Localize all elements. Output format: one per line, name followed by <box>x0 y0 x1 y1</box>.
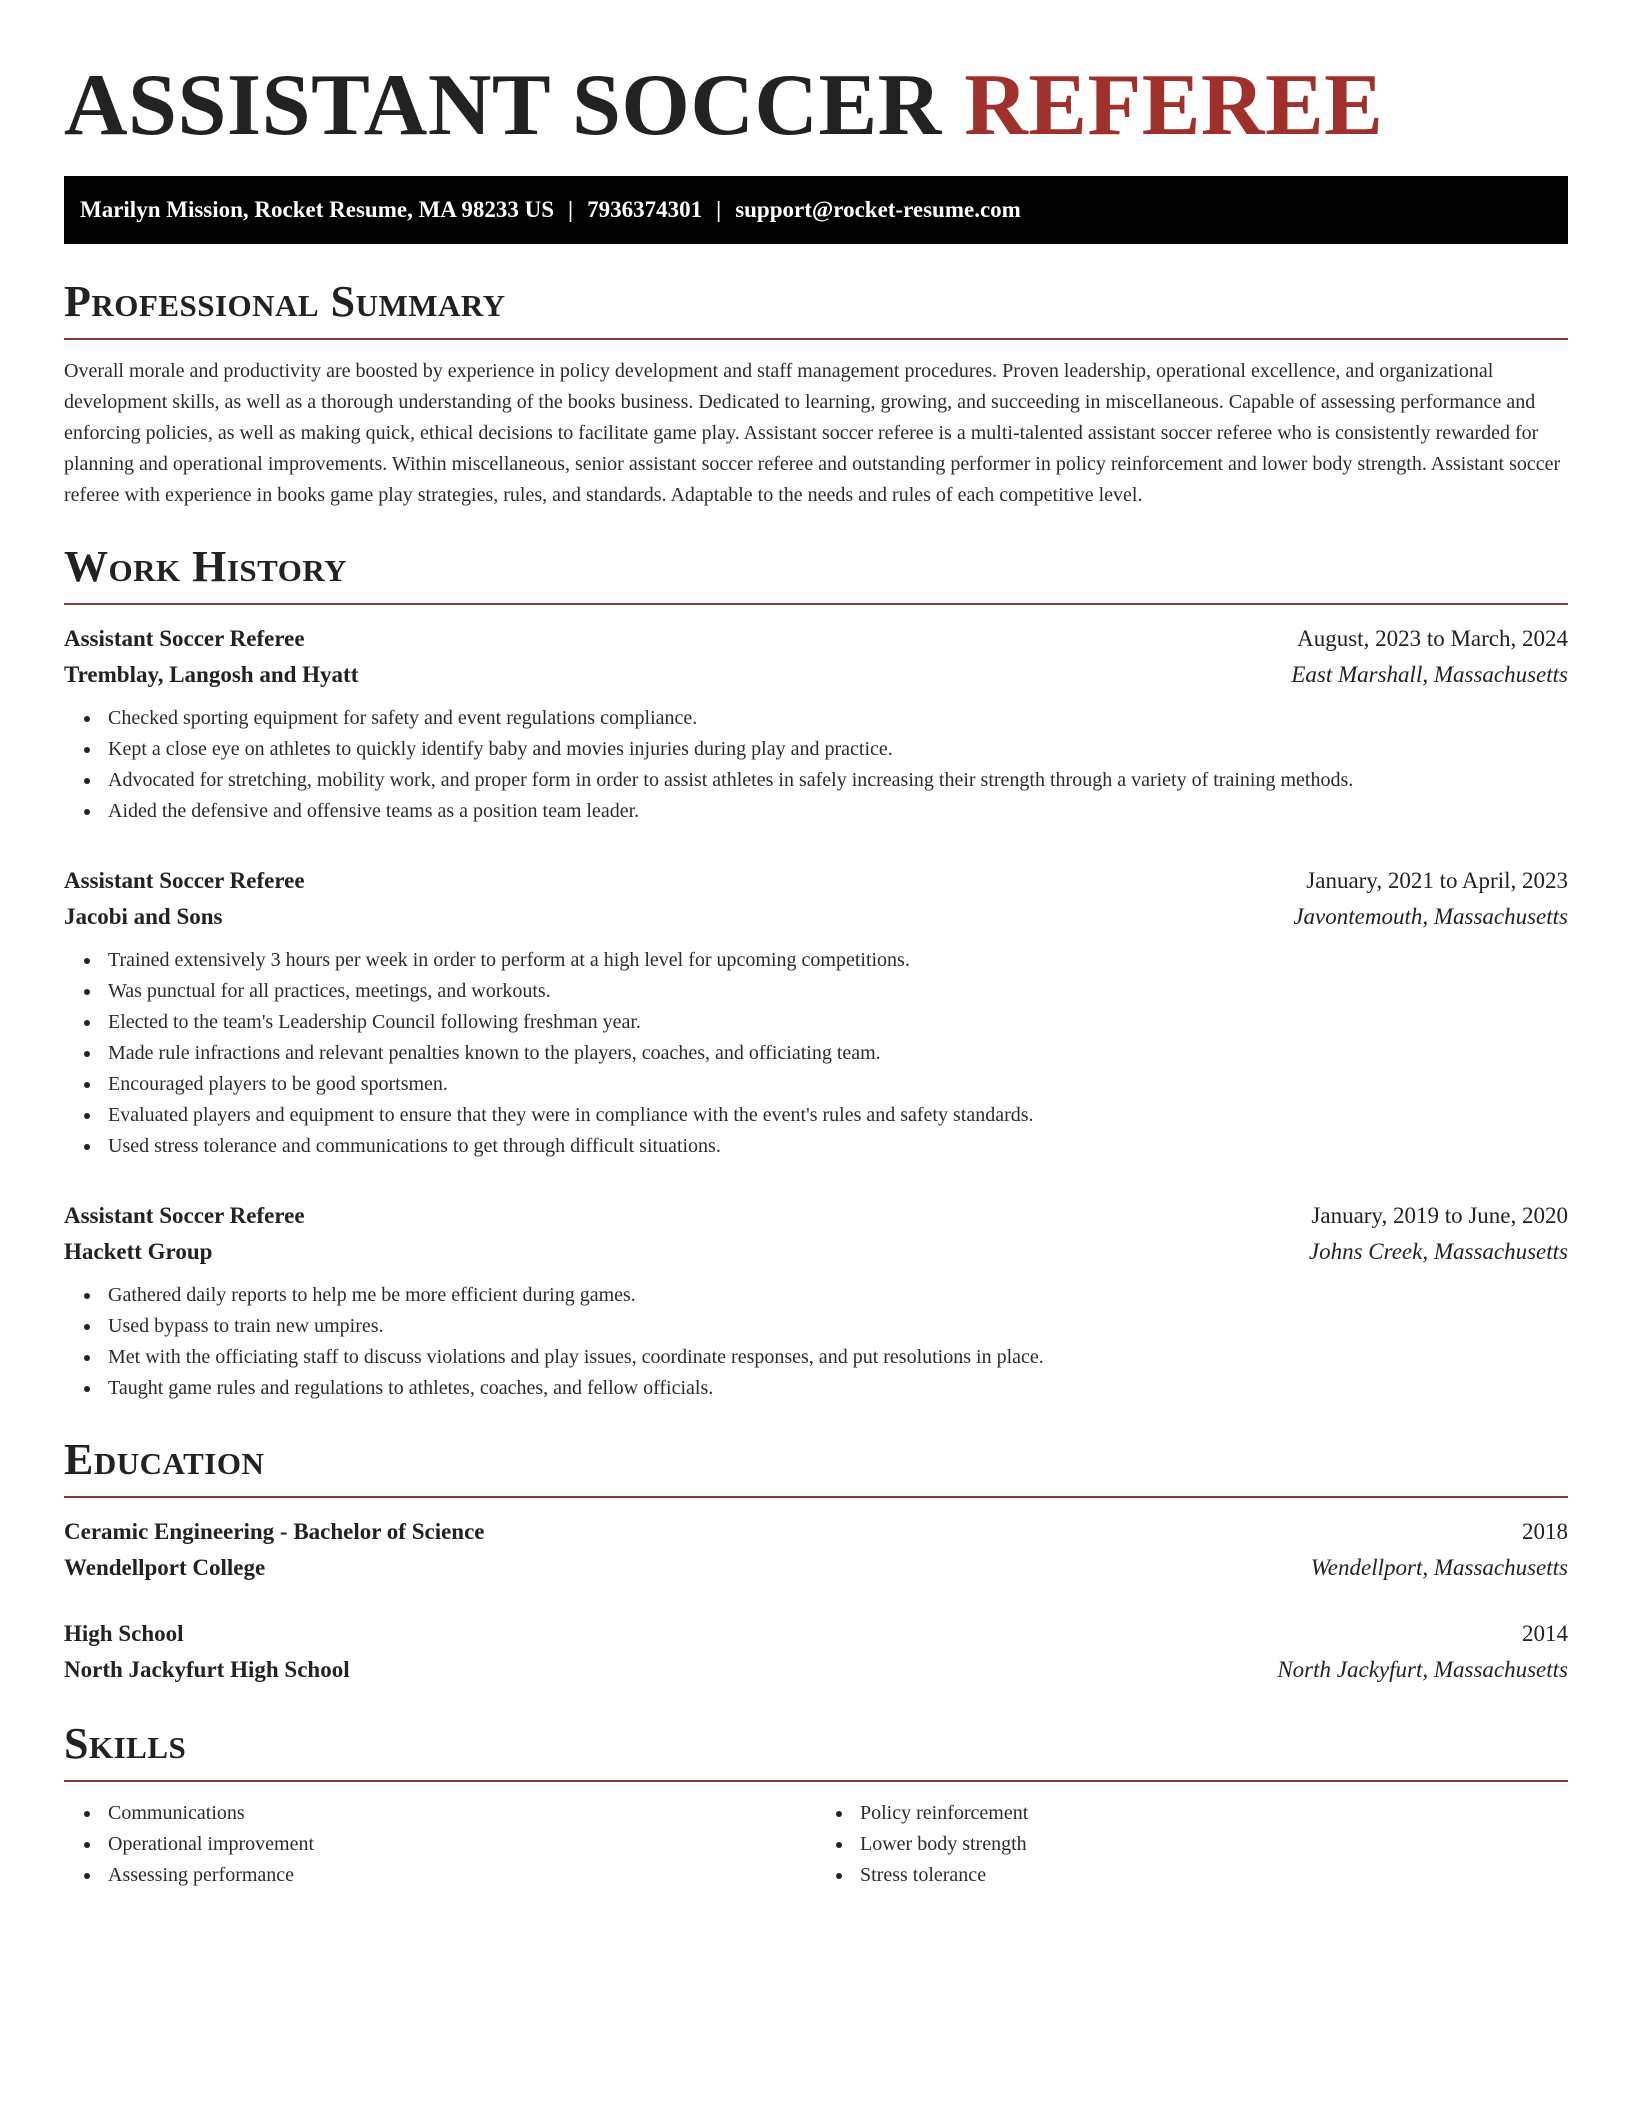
list-item: Kept a close eye on athletes to quickly identify baby and movies injuries during play and practice. <box>108 734 1568 765</box>
education-year: 2014 <box>1522 1621 1568 1646</box>
job-location: East Marshall, Massachusetts <box>1291 662 1568 687</box>
section-heading-education: Education <box>64 1435 265 1484</box>
skills-column-left <box>64 1798 816 1891</box>
job-bullets <box>64 945 1568 1162</box>
summary-text: Overall morale and productivity are boosted by experience in policy development and staff management procedures. Proven leadership, operational excellence, and organizational development skills, as well as a thorough understanding of the books business. Dedicated to learning, growing, and succeeding in miscellaneous. Capable of assessing performance and enforcing policies, as well as making quick, ethical decisions to facilitate game play. Assistant soccer referee is a multi-talented assistant soccer referee who is consistently rewarded for planning and operational improvements. Within miscellaneous, senior assistant soccer referee and outstanding performer in policy reinforcement and lower body strength. Assistant soccer referee with experience in books game play strategies, rules, and standards. Adaptable to the needs and rules of each competitive level. <box>64 360 1561 506</box>
list-item: Elected to the team's Leadership Council following freshman year. <box>108 1007 1568 1038</box>
list-item: Trained extensively 3 hours per week in order to perform at a high level for upcoming competitions. <box>108 945 1568 976</box>
job-company: Jacobi and Sons <box>64 904 223 929</box>
contact-separator: | <box>716 197 722 222</box>
skill-item: Communications <box>108 1798 816 1829</box>
skill-item: Policy reinforcement <box>860 1798 1568 1829</box>
job-entry <box>64 621 1568 827</box>
list-item: Aided the defensive and offensive teams as a position team leader. <box>108 796 1568 827</box>
section-heading-work-history: Work History <box>64 542 348 591</box>
skill-item: Assessing performance <box>108 1860 816 1891</box>
job-dates: August, 2023 to March, 2024 <box>1297 626 1568 651</box>
section-divider <box>64 603 1568 605</box>
contact-bar <box>64 176 1568 244</box>
contact-email[interactable]: support@rocket-resume.com <box>735 197 1021 222</box>
list-item: Used stress tolerance and communications to get through difficult situations. <box>108 1131 1568 1162</box>
education-degree: Ceramic Engineering - Bachelor of Science <box>64 1519 485 1544</box>
education-school: North Jackyfurt High School <box>64 1657 350 1682</box>
section-heading-summary: Professional Summary <box>64 277 506 326</box>
list-item: Advocated for stretching, mobility work, and proper form in order to assist athletes in safely increasing their strength through a variety of training methods. <box>108 765 1568 796</box>
skills-column-right <box>816 1798 1568 1891</box>
job-location: Javontemouth, Massachusetts <box>1293 904 1568 929</box>
resume-title <box>64 0 1568 156</box>
job-title: Assistant Soccer Referee <box>64 1203 305 1228</box>
section-divider <box>64 1780 1568 1782</box>
job-entry <box>64 1198 1568 1404</box>
skill-item: Lower body strength <box>860 1829 1568 1860</box>
skill-item: Stress tolerance <box>860 1860 1568 1891</box>
education-entry <box>64 1616 1568 1688</box>
summary-section <box>64 276 1568 511</box>
title-main: ASSISTANT SOCCER <box>64 57 942 154</box>
education-entry <box>64 1514 1568 1586</box>
list-item: Evaluated players and equipment to ensure that they were in compliance with the event's rules and safety standards. <box>108 1100 1568 1131</box>
list-item: Was punctual for all practices, meetings, and workouts. <box>108 976 1568 1007</box>
job-company: Hackett Group <box>64 1239 213 1264</box>
job-bullets <box>64 703 1568 827</box>
contact-address: Marilyn Mission, Rocket Resume, MA 98233 US <box>80 197 555 222</box>
contact-separator: | <box>568 197 574 222</box>
skills-section <box>64 1718 1568 1891</box>
education-section <box>64 1434 1568 1688</box>
job-dates: January, 2019 to June, 2020 <box>1311 1203 1568 1228</box>
skill-item: Operational improvement <box>108 1829 816 1860</box>
title-accent: REFEREE <box>964 57 1384 154</box>
section-divider <box>64 338 1568 340</box>
skills-columns <box>64 1798 1568 1891</box>
job-location: Johns Creek, Massachusetts <box>1308 1239 1568 1264</box>
section-divider <box>64 1496 1568 1498</box>
list-item: Used bypass to train new umpires. <box>108 1311 1568 1342</box>
job-title: Assistant Soccer Referee <box>64 868 305 893</box>
list-item: Checked sporting equipment for safety and event regulations compliance. <box>108 703 1568 734</box>
education-location: North Jackyfurt, Massachusetts <box>1277 1657 1568 1682</box>
job-bullets <box>64 1280 1568 1404</box>
job-company: Tremblay, Langosh and Hyatt <box>64 662 359 687</box>
education-location: Wendellport, Massachusetts <box>1310 1555 1568 1580</box>
list-item: Gathered daily reports to help me be more efficient during games. <box>108 1280 1568 1311</box>
job-dates: January, 2021 to April, 2023 <box>1306 868 1568 893</box>
list-item: Encouraged players to be good sportsmen. <box>108 1069 1568 1100</box>
education-degree: High School <box>64 1621 184 1646</box>
work-history-section <box>64 541 1568 1404</box>
contact-phone[interactable]: 7936374301 <box>587 197 703 222</box>
list-item: Met with the officiating staff to discuss violations and play issues, coordinate responses, and put resolutions in place. <box>108 1342 1568 1373</box>
job-title: Assistant Soccer Referee <box>64 626 305 651</box>
education-school: Wendellport College <box>64 1555 266 1580</box>
list-item: Taught game rules and regulations to athletes, coaches, and fellow officials. <box>108 1373 1568 1404</box>
job-entry <box>64 863 1568 1162</box>
education-year: 2018 <box>1522 1519 1568 1544</box>
section-heading-skills: Skills <box>64 1719 187 1768</box>
list-item: Made rule infractions and relevant penalties known to the players, coaches, and officiating team. <box>108 1038 1568 1069</box>
